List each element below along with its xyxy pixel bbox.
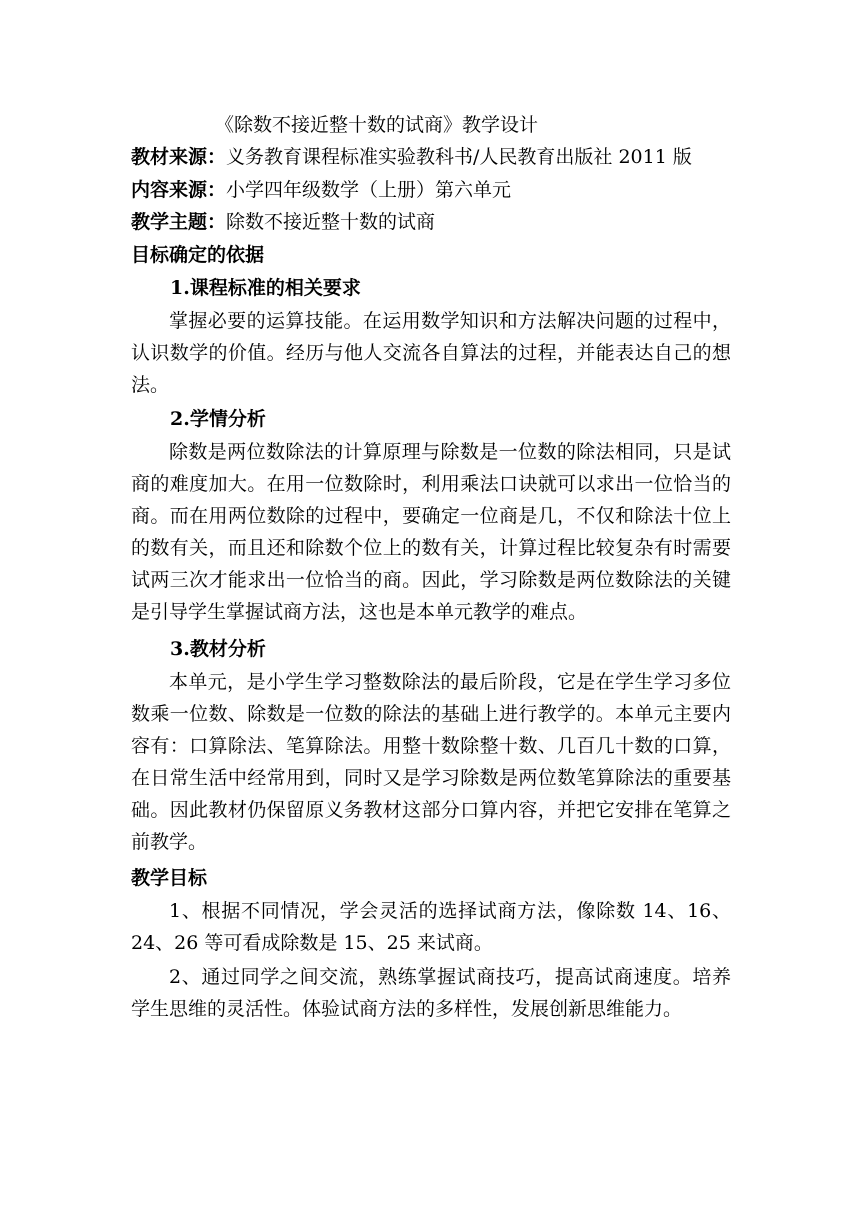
document-title: 《除数不接近整十数的试商》教学设计 bbox=[215, 114, 539, 136]
material-analysis-heading: 3.教材分析 bbox=[170, 638, 266, 660]
content-value: 小学四年级数学（上册）第六单元 bbox=[226, 179, 512, 201]
material-analysis-paragraph: 本单元，是小学生学习整数除法的最后阶段，它是在学生学习多位数乘一位数、除数是一位数的除法的基础上进行教学的。本单元主要内容有：口算除法、笔算除法。用整十数除整十数、几百几十数的口算，在日常生活中经常用到，同时又是学习除数是两位数笔算除法的重要基础。因此教材仍保留原义务教材这部分口算内容，并把它安排在笔算之前教学。 bbox=[131, 671, 731, 853]
content-label: 内容来源： bbox=[131, 179, 227, 201]
topic-value: 除数不接近整十数的试商 bbox=[226, 211, 436, 233]
topic-label: 教学主题： bbox=[131, 211, 227, 233]
curriculum-heading: 1.课程标准的相关要求 bbox=[170, 277, 361, 299]
curriculum-paragraph: 掌握必要的运算技能。在运用数学知识和方法解决问题的过程中，认识数学的价值。经历与他人交流各自算法的过程，并能表达自己的想法。 bbox=[131, 310, 731, 396]
source-label: 教材来源： bbox=[131, 146, 227, 168]
content-row bbox=[131, 174, 731, 206]
goal-item-1: 1、根据不同情况，学会灵活的选择试商方法，像除数 14、16、24、26 等可看成除数是 15、25 来试商。 bbox=[131, 900, 731, 954]
goals-heading: 教学目标 bbox=[131, 867, 208, 889]
topic-row bbox=[131, 206, 731, 238]
goal-item-2: 2、通过同学之间交流，熟练掌握试商技巧，提高试商速度。培养学生思维的灵活性。体验试商方法的多样性，发展创新思维能力。 bbox=[131, 966, 731, 1020]
student-analysis-heading: 2.学情分析 bbox=[170, 408, 266, 430]
basis-heading: 目标确定的依据 bbox=[131, 244, 265, 266]
source-row bbox=[131, 141, 731, 173]
student-analysis-paragraph: 除数是两位数除法的计算原理与除数是一位数的除法相同，只是试商的难度加大。在用一位数除时，利用乘法口诀就可以求出一位恰当的商。而在用两位数除的过程中，要确定一位商是几，不仅和除法十位上的数有关，而且还和除数个位上的数有关，计算过程比较复杂有时需要试两三次才能求出一位恰当的商。因此，学习除数是两位数除法的关键是引导学生掌握试商方法，这也是本单元教学的难点。 bbox=[131, 441, 731, 623]
source-value: 义务教育课程标准实验教科书/人民教育出版社 2011 版 bbox=[226, 146, 692, 168]
